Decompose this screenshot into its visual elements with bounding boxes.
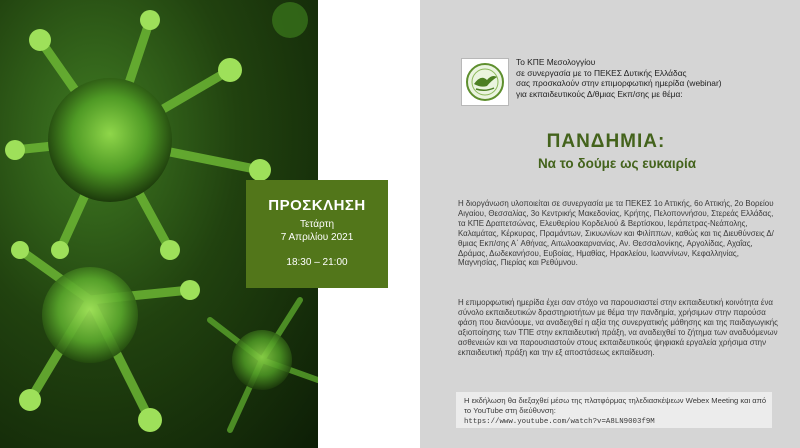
- event-platform-box: [456, 392, 772, 428]
- platform-text: Η εκδήλωση θα διεξαχθεί μέσω της πλατφόρμας τηλεδιασκέψεων Webex Meeting και από το YouTube στη διεύθυνση:: [464, 396, 767, 415]
- partners-paragraph: Η διοργάνωση υλοποιείται σε συνεργασία με τα ΠΕΚΕΣ 1ο Αττικής, 6ο Αττικής, 2ο Βορείου Αιγαίου, Θεσσαλίας, 3ο Κεντρικής Μακεδονίας, Κρήτης, Πελοποννήσου, Στερεάς Ελλάδας, τα ΚΠΕ Δραπετσώνας, Ελευθερίου Κορδελιού & Βερτίσκου, Ιεράπετρας-Νεάπολης, Καλαμάτας, Κέρκυρας, Πραμάντων, Σικυωνίων και Φιλίππων, καθώς και τις Διευθύνσεις Δ/θμιας Εκπ/σης Α΄ Αθήνας, Αιτωλοακαρνανίας, Αν. Θεσσαλονίκης, Αργολίδας, Αχαΐας, Δράμας, Δωδεκανήσου, Ευβοίας, Ημαθίας, Ηρακλείου, Ιωαννίνων, Κεφαλληνίας, Μαγνησίας, Πιερίας και Ρεθύμνου.: [458, 199, 774, 268]
- intro-line: Το ΚΠΕ Μεσολογγίου: [516, 57, 596, 67]
- invitation-date: 7 Απριλίου 2021: [280, 232, 354, 243]
- headline: [420, 131, 800, 171]
- invitation-box: [246, 180, 388, 288]
- kpe-bird-logo-icon: [465, 62, 505, 102]
- intro-line: για εκπαιδευτικούς Δ/θμιας Εκπ/σης με θέμα:: [516, 88, 683, 99]
- intro-text: [516, 57, 786, 99]
- invitation-day: Τετάρτη: [299, 219, 335, 230]
- youtube-link[interactable]: https://www.youtube.com/watch?v=A8LN9003f9M: [464, 418, 655, 426]
- headline-sub: Να το δούμε ως ευκαιρία: [537, 156, 697, 171]
- goal-paragraph: Η επιμορφωτική ημερίδα έχει σαν στόχο να παρουσιαστεί στην εκπαιδευτική κοινότητα ένα σύνολο εκπαιδευτικών δραστηριοτήτων με θέμα την πανδημία, χρήσιμων στην παρούσα φάση που διανύουμε, να αναδειχθεί η αξία της συνεργατικής μάθησης και της παιδαγωγικής αξιοποίησης των ΤΠΕ στην εκπαιδευτική πράξη, να αναδειχθεί το ζήτημα των αναδυόμενων ασθενειών και να παρουσιαστούν στους εκπαιδευτικούς ψηφιακά εργαλεία χρήσιμα στην εκπαιδευτική πράξη και την εξ αποστάσεως εκπαίδευση.: [458, 298, 778, 357]
- invitation-time: 18:30 – 21:00: [286, 257, 348, 268]
- intro-line: σε συνεργασία με το ΠΕΚΕΣ Δυτικής Ελλάδας: [516, 67, 687, 78]
- invitation-title: ΠΡΟΣΚΛΗΣΗ: [268, 197, 366, 214]
- kpe-logo: [461, 58, 509, 106]
- headline-main: ΠΑΝΔΗΜΙΑ:: [546, 131, 666, 152]
- intro-line: σας προσκαλούν στην επιμορφωτική ημερίδα (webinar): [516, 78, 722, 89]
